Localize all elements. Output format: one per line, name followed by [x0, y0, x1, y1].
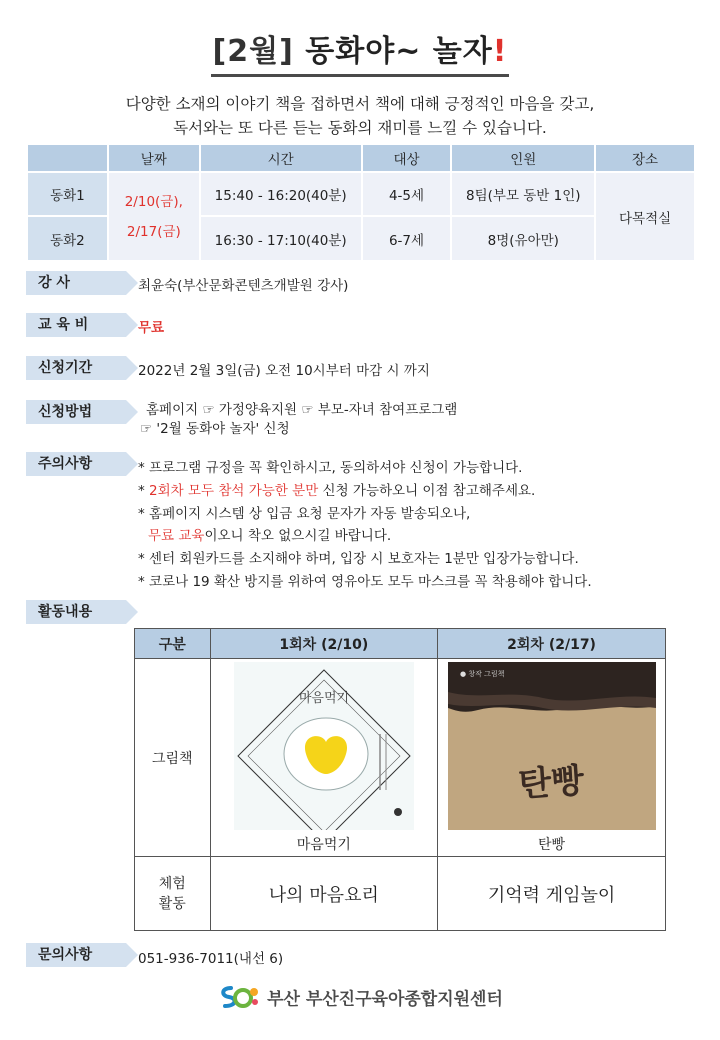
schedule-row [28, 172, 695, 216]
schedule-row-time: 15:40 - 16:20(40분) [200, 172, 362, 216]
notice-2-highlight: 2회차 모두 참석 가능한 분만 [149, 483, 319, 499]
title-main: 동화야~ 놀자 [305, 34, 493, 69]
title-area [0, 26, 720, 77]
center-name: 부산 부산진구육아종합지원센터 [267, 989, 503, 1010]
intro-line-2: 독서와는 또 다른 듣는 동화의 재미를 느낄 수 있습니다. [173, 119, 547, 137]
footer [0, 984, 720, 1015]
schedule-row-target: 6-7세 [362, 216, 452, 260]
book-cover-tanppang [448, 662, 656, 830]
fee-value: 무료 [138, 320, 165, 336]
schedule-header-row [28, 145, 695, 172]
svg-text:● 창작 그림책: ● 창작 그림책 [459, 669, 504, 678]
activity-row2-label-line1: 체험 [158, 875, 186, 892]
method-label: 신청방법 [26, 400, 126, 424]
notice-2 [138, 479, 535, 499]
schedule-dates [108, 172, 200, 260]
notice-4 [148, 524, 391, 544]
schedule-row-name: 동화1 [28, 172, 108, 216]
notice-label: 주의사항 [26, 452, 126, 476]
schedule-date-1: 2/10(금), [124, 193, 183, 210]
book-cell-2 [438, 659, 666, 857]
instructor-value: 최윤숙(부산문화콘텐츠개발원 강사) [138, 278, 349, 294]
method-line-1: 홈페이지 ☞ 가정양육지원 ☞ 부모-자녀 참여프로그램 [146, 402, 458, 418]
notice-6: * 코로나 19 확산 방지를 위하여 영유아도 모두 마스크를 꼭 착용해야 합니다. [138, 574, 592, 590]
activity-row-label: 그림책 [135, 659, 211, 857]
contact-value: 051-936-7011(내선 6) [138, 951, 284, 967]
book-cover-title-2: 탄빵 [516, 760, 585, 805]
schedule-row-count: 8팀(부모 동반 1인) [451, 172, 595, 216]
schedule-header-count: 인원 [451, 145, 595, 172]
activity-header-session1: 1회차 (2/10) [210, 629, 438, 659]
fee-label: 교 육 비 [26, 313, 126, 337]
book-cover-title-1: 마음먹기 [298, 690, 349, 706]
schedule-header-date: 날짜 [108, 145, 200, 172]
center-logo-icon [217, 984, 261, 1015]
activity-row2-label [135, 857, 211, 931]
book-cover-art [448, 662, 656, 830]
activity-row2-label-line2: 활동 [158, 895, 186, 912]
schedule-place: 다목적실 [595, 172, 695, 260]
activity-2: 기억력 게임놀이 [438, 857, 666, 931]
activity-row-experience [135, 857, 666, 931]
schedule-row-target: 4-5세 [362, 172, 452, 216]
notice-2-rest: 신청 가능하오니 이점 참고해주세요. [318, 483, 536, 499]
notice-1: * 프로그램 규정을 꼭 확인하시고, 동의하셔야 신청이 가능합니다. [138, 460, 523, 476]
schedule-table [28, 145, 696, 260]
contact-label: 문의사항 [26, 943, 126, 967]
book-cover-maeum [234, 662, 414, 830]
schedule-header-target: 대상 [362, 145, 452, 172]
method-line-2: ☞ '2월 동화야 놀자' 신청 [140, 421, 290, 437]
activity-label: 활동내용 [26, 600, 126, 624]
activity-header-session2: 2회차 (2/17) [438, 629, 666, 659]
book-caption-2: 탄빵 [538, 836, 566, 853]
schedule-row-name: 동화2 [28, 216, 108, 260]
page-title [211, 26, 510, 77]
schedule-header-blank [28, 145, 108, 172]
activity-1: 나의 마음요리 [210, 857, 438, 931]
activity-row-books [135, 659, 666, 857]
book-caption-1: 마음먹기 [296, 836, 351, 853]
schedule-row-time: 16:30 - 17:10(40분) [200, 216, 362, 260]
notice-4-rest: 이오니 착오 없으시길 바랍니다. [204, 528, 392, 544]
schedule-header-place: 장소 [595, 145, 695, 172]
activity-header-category: 구분 [135, 629, 211, 659]
period-label: 신청기간 [26, 356, 126, 380]
intro-text [40, 92, 680, 140]
activity-table [134, 628, 666, 931]
book-cell-1 [210, 659, 438, 857]
notice-2-star: * [138, 483, 150, 499]
intro-line-1: 다양한 소재의 이야기 책을 접하면서 책에 대해 긍정적인 마음을 갖고, [125, 95, 595, 113]
instructor-label: 강 사 [26, 271, 126, 295]
activity-header-row [135, 629, 666, 659]
notice-3: * 홈페이지 시스템 상 입금 요청 문자가 자동 발송되오나, [138, 506, 471, 522]
book-cover-art [234, 662, 414, 830]
notice-4-highlight: 무료 교육 [148, 528, 205, 544]
period-value: 2022년 2월 3일(금) 오전 10시부터 마감 시 까지 [138, 363, 430, 379]
schedule-row-count: 8명(유아만) [451, 216, 595, 260]
schedule-header-time: 시간 [200, 145, 362, 172]
title-exclamation: ! [492, 34, 508, 69]
title-bracket: [2월] [212, 34, 294, 69]
schedule-date-2: 2/17(금) [126, 223, 181, 240]
notice-5: * 센터 회원카드를 소지해야 하며, 입장 시 보호자는 1분만 입장가능합니다. [138, 551, 579, 567]
